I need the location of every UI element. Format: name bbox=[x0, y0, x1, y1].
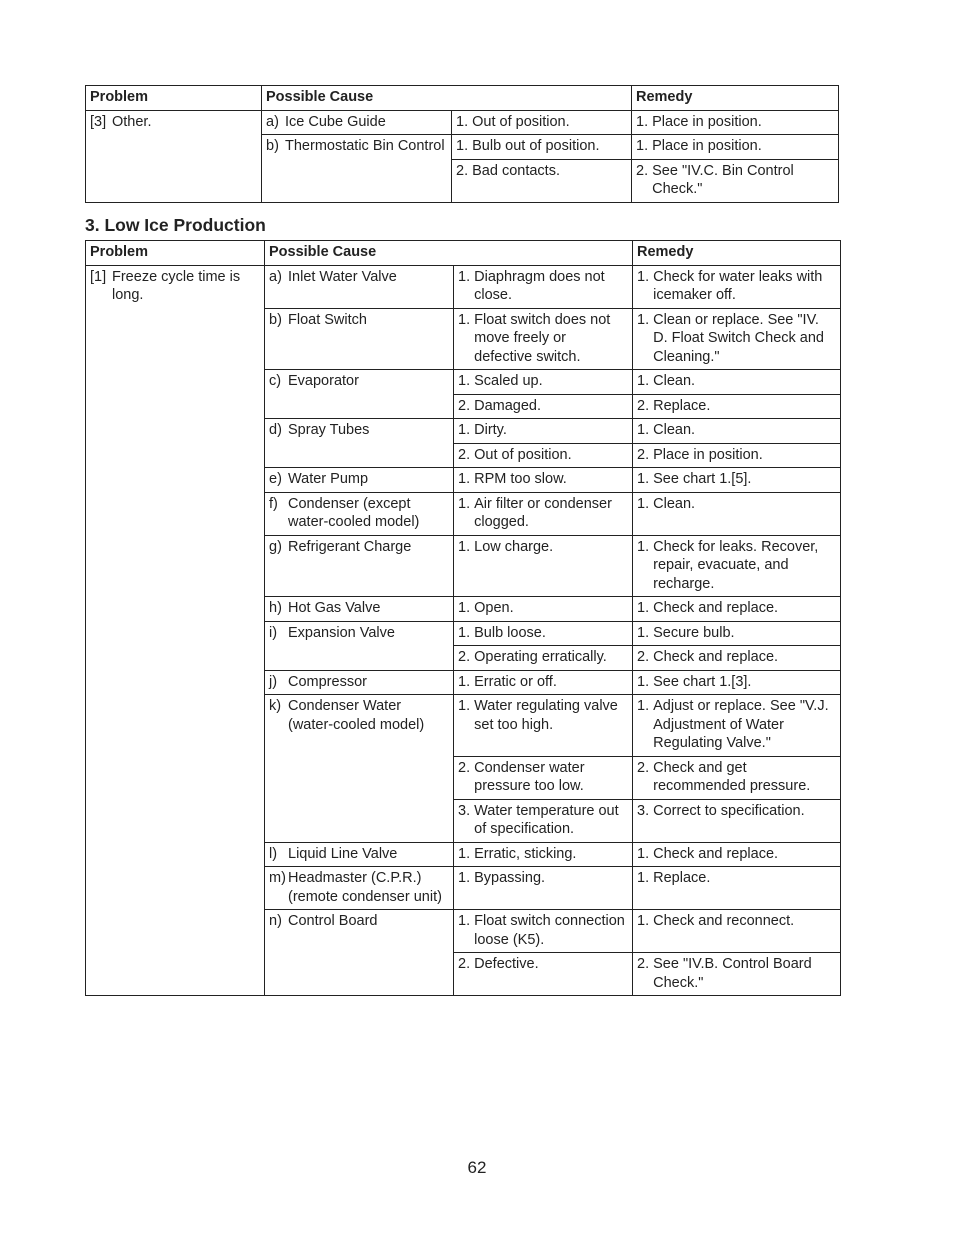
remedy-cell bbox=[632, 159, 839, 202]
cause-detail bbox=[458, 845, 628, 864]
cause-detail-number: 1. bbox=[458, 673, 475, 690]
cause bbox=[269, 311, 449, 330]
remedy-number: 1. bbox=[637, 311, 654, 328]
cause-cell bbox=[262, 135, 452, 203]
cause-detail-number: 2. bbox=[458, 956, 475, 972]
cause-detail bbox=[458, 673, 628, 692]
cause-detail bbox=[458, 397, 628, 416]
remedy-number: 1. bbox=[637, 913, 654, 929]
remedy-text: Check for leaks. Recover, repair, evacuate, and recharge. bbox=[653, 538, 819, 592]
cause-number: m) bbox=[269, 870, 286, 886]
remedy bbox=[637, 802, 836, 821]
remedy-number: 2. bbox=[637, 956, 654, 972]
section-title: 3. Low Ice Production bbox=[85, 215, 266, 235]
cause-text: Expansion Valve bbox=[288, 624, 395, 641]
cause-text: Headmaster (C.P.R.) (remote condenser unit) bbox=[288, 870, 442, 905]
remedy-number: 1. bbox=[637, 698, 654, 714]
cause-detail bbox=[456, 137, 627, 156]
cause-cell bbox=[265, 308, 454, 370]
cause-detail-text: Float switch does not move freely or defective switch. bbox=[474, 311, 611, 365]
remedy-text: Clean. bbox=[653, 422, 696, 438]
remedy-number: 1. bbox=[636, 113, 653, 130]
remedy-text: Check and replace. bbox=[653, 600, 779, 616]
cause-cell bbox=[265, 468, 454, 493]
remedy bbox=[637, 869, 836, 888]
cause-detail-cell bbox=[454, 370, 633, 395]
cause-detail-cell bbox=[454, 597, 633, 622]
cause-detail-cell bbox=[454, 265, 633, 308]
cause bbox=[269, 697, 449, 734]
remedy bbox=[637, 845, 836, 864]
remedy bbox=[637, 673, 836, 692]
remedy bbox=[637, 697, 836, 753]
remedy-cell bbox=[633, 910, 841, 953]
remedy-number: 2. bbox=[637, 649, 654, 665]
cause-detail bbox=[458, 421, 628, 440]
remedy-number: 1. bbox=[637, 538, 654, 555]
cause-detail-text: Bulb loose. bbox=[474, 624, 546, 641]
cause-cell bbox=[265, 419, 454, 468]
cause bbox=[269, 495, 449, 532]
cause-detail-cell bbox=[454, 756, 633, 799]
problem-number: [1] bbox=[90, 268, 107, 285]
cause-detail-cell bbox=[454, 621, 633, 646]
remedy-cell bbox=[633, 597, 841, 622]
cause-number: a) bbox=[269, 268, 282, 285]
remedy bbox=[637, 538, 836, 594]
remedy-number: 1. bbox=[637, 268, 654, 285]
remedy-cell bbox=[633, 756, 841, 799]
remedy-cell bbox=[633, 468, 841, 493]
cause-detail-number: 2. bbox=[458, 649, 475, 665]
remedy-cell bbox=[633, 867, 841, 910]
cause-detail-cell bbox=[454, 443, 633, 468]
remedy-cell bbox=[633, 695, 841, 757]
cause-text: Evaporator bbox=[288, 373, 359, 389]
remedy bbox=[637, 446, 836, 465]
cause-detail-text: Condenser water pressure too low. bbox=[474, 759, 585, 794]
table-other bbox=[85, 85, 839, 203]
cause-detail-text: Water temperature out of specification. bbox=[474, 802, 619, 837]
cause-text: Ice Cube Guide bbox=[285, 113, 386, 130]
cause-detail-text: Defective. bbox=[474, 956, 539, 972]
cause bbox=[269, 372, 449, 391]
remedy-text: Place in position. bbox=[652, 138, 762, 154]
cause bbox=[269, 470, 449, 489]
cause-number: c) bbox=[269, 373, 282, 389]
cause bbox=[269, 538, 449, 557]
remedy bbox=[637, 311, 836, 367]
cause-detail-cell bbox=[454, 867, 633, 910]
cause bbox=[266, 113, 447, 132]
cause-detail-text: Bad contacts. bbox=[472, 162, 560, 179]
cause-detail-cell bbox=[454, 953, 633, 996]
cause-detail-text: Damaged. bbox=[474, 397, 542, 414]
cause-detail bbox=[456, 162, 627, 181]
remedy-cell bbox=[633, 953, 841, 996]
cause-cell bbox=[265, 670, 454, 695]
remedy-number: 1. bbox=[637, 495, 654, 512]
cause-number: k) bbox=[269, 698, 282, 714]
remedy-number: 3. bbox=[637, 802, 654, 819]
cause-detail-cell bbox=[454, 646, 633, 671]
remedy bbox=[637, 421, 836, 440]
table-header-row bbox=[86, 241, 841, 266]
cause-detail-text: Air filter or condenser clogged. bbox=[474, 495, 612, 530]
cause-detail-cell bbox=[454, 468, 633, 493]
cause-text: Hot Gas Valve bbox=[288, 600, 381, 616]
cause-text: Condenser (except water-cooled model) bbox=[288, 495, 420, 530]
cause-detail-number: 1. bbox=[458, 495, 475, 512]
cause-cell bbox=[265, 535, 454, 597]
cause-detail-number: 1. bbox=[458, 600, 475, 616]
cause bbox=[266, 137, 447, 156]
cause-detail bbox=[458, 697, 628, 734]
remedy-text: See chart 1.[3]. bbox=[653, 673, 752, 690]
cause-detail bbox=[458, 802, 628, 839]
cause-number: l) bbox=[269, 845, 278, 862]
remedy-number: 2. bbox=[637, 397, 654, 414]
remedy-number: 2. bbox=[637, 759, 654, 776]
page-number: 62 bbox=[467, 1158, 487, 1177]
cause-detail-number: 1. bbox=[458, 845, 475, 862]
cause-detail bbox=[458, 648, 628, 667]
cause-text: Thermostatic Bin Control bbox=[285, 138, 445, 154]
cause-detail-text: Bulb out of position. bbox=[472, 138, 600, 154]
remedy-text: See chart 1.[5]. bbox=[653, 471, 752, 487]
remedy bbox=[637, 648, 836, 667]
cause-detail-text: Dirty. bbox=[474, 422, 507, 438]
cause bbox=[269, 845, 449, 864]
cause-number: h) bbox=[269, 600, 282, 616]
remedy-cell bbox=[633, 492, 841, 535]
table-row bbox=[86, 110, 839, 135]
cause-detail bbox=[458, 311, 628, 367]
remedy-number: 2. bbox=[637, 446, 654, 463]
cause-cell bbox=[265, 621, 454, 670]
cause-detail-text: Open. bbox=[474, 600, 514, 616]
cause-number: n) bbox=[269, 913, 282, 929]
cause-detail-text: Float switch connection loose (K5). bbox=[474, 913, 625, 948]
cause-text: Inlet Water Valve bbox=[288, 268, 397, 285]
cause-detail-number: 3. bbox=[458, 802, 475, 819]
problem-cell bbox=[86, 265, 265, 996]
cause-detail bbox=[458, 538, 628, 557]
cause-detail-text: Operating erratically. bbox=[474, 649, 607, 665]
cause bbox=[269, 869, 449, 906]
cause-detail-cell bbox=[454, 492, 633, 535]
remedy-text: Clean. bbox=[653, 495, 696, 512]
remedy-text: Place in position. bbox=[652, 113, 762, 130]
cause-detail-text: Low charge. bbox=[474, 538, 554, 555]
remedy-number: 1. bbox=[636, 138, 653, 154]
remedy-text: Replace. bbox=[653, 870, 711, 886]
cause-detail-number: 1. bbox=[458, 624, 475, 641]
cause-cell bbox=[265, 492, 454, 535]
cause-detail-cell bbox=[454, 799, 633, 842]
cause-detail-number: 2. bbox=[456, 162, 473, 179]
cause-detail-cell bbox=[454, 419, 633, 444]
remedy-text: Adjust or replace. See "V.J. Adjustment of Water Regulating Valve." bbox=[653, 698, 829, 751]
cause-detail-number: 1. bbox=[458, 698, 475, 714]
cause-detail-cell bbox=[454, 535, 633, 597]
remedy-number: 1. bbox=[637, 870, 654, 886]
remedy-text: Check and reconnect. bbox=[653, 913, 795, 929]
remedy-number: 1. bbox=[637, 600, 654, 616]
cause-detail-text: Out of position. bbox=[472, 113, 570, 130]
cause-detail-cell bbox=[454, 910, 633, 953]
cause-detail bbox=[458, 955, 628, 974]
cause-cell bbox=[262, 110, 452, 135]
cause-detail-text: Out of position. bbox=[474, 446, 572, 463]
cause bbox=[269, 673, 449, 692]
remedy-cell bbox=[633, 842, 841, 867]
cause-number: j) bbox=[269, 673, 278, 690]
remedy bbox=[637, 268, 836, 305]
remedy-text: Clean. bbox=[653, 373, 696, 389]
cause-detail-number: 1. bbox=[458, 870, 475, 886]
cause-number: f) bbox=[269, 495, 278, 512]
remedy bbox=[636, 162, 834, 199]
remedy bbox=[637, 912, 836, 931]
cause-detail bbox=[458, 446, 628, 465]
cause-number: b) bbox=[266, 138, 279, 154]
cause-detail bbox=[458, 470, 628, 489]
cause-cell bbox=[265, 597, 454, 622]
remedy-number: 1. bbox=[637, 373, 654, 389]
remedy-cell bbox=[632, 110, 839, 135]
remedy-cell bbox=[632, 135, 839, 160]
remedy bbox=[636, 113, 834, 132]
cause-text: Compressor bbox=[288, 673, 367, 690]
cause-detail bbox=[458, 495, 628, 532]
cause bbox=[269, 599, 449, 618]
remedy-cell bbox=[633, 799, 841, 842]
remedy-number: 1. bbox=[637, 624, 654, 641]
problem-cell bbox=[86, 110, 262, 202]
cause-detail-text: Water regulating valve set too high. bbox=[474, 698, 618, 733]
remedy-cell bbox=[633, 308, 841, 370]
cause-cell bbox=[265, 265, 454, 308]
problem-number: [3] bbox=[90, 113, 107, 130]
cause-number: i) bbox=[269, 624, 278, 641]
remedy-text: Correct to specification. bbox=[653, 802, 805, 819]
cause-text: Liquid Line Valve bbox=[288, 845, 398, 862]
remedy bbox=[636, 137, 834, 156]
cause-detail-cell bbox=[454, 394, 633, 419]
remedy-cell bbox=[633, 621, 841, 646]
remedy-number: 2. bbox=[636, 162, 653, 179]
header-problem: Problem bbox=[86, 86, 262, 111]
cause-detail-cell bbox=[452, 135, 632, 160]
remedy-number: 1. bbox=[637, 673, 654, 690]
cause-detail-cell bbox=[454, 695, 633, 757]
cause-text: Refrigerant Charge bbox=[288, 538, 412, 555]
remedy-text: Place in position. bbox=[653, 446, 763, 463]
cause bbox=[269, 421, 449, 440]
header-remedy: Remedy bbox=[632, 86, 839, 111]
cause-detail bbox=[456, 113, 627, 132]
cause-detail-cell bbox=[454, 842, 633, 867]
problem-text: Freeze cycle time is long. bbox=[112, 268, 241, 303]
remedy-cell bbox=[633, 419, 841, 444]
remedy bbox=[637, 495, 836, 514]
cause-detail bbox=[458, 624, 628, 643]
cause-text: Condenser Water (water-cooled model) bbox=[288, 698, 425, 733]
cause-detail-cell bbox=[454, 670, 633, 695]
cause-text: Float Switch bbox=[288, 311, 367, 328]
remedy-cell bbox=[633, 443, 841, 468]
cause-cell bbox=[265, 695, 454, 843]
remedy-text: See "IV.B. Control Board Check." bbox=[653, 956, 812, 991]
cause-detail bbox=[458, 912, 628, 949]
cause-number: g) bbox=[269, 538, 282, 555]
cause-detail-cell bbox=[452, 110, 632, 135]
remedy bbox=[637, 470, 836, 489]
header-possible-cause: Possible Cause bbox=[265, 241, 633, 266]
cause-detail-number: 1. bbox=[456, 138, 473, 154]
header-problem: Problem bbox=[86, 241, 265, 266]
cause-detail-text: Scaled up. bbox=[474, 373, 543, 389]
remedy bbox=[637, 759, 836, 796]
cause-cell bbox=[265, 910, 454, 996]
cause-number: b) bbox=[269, 311, 282, 328]
cause-detail-number: 2. bbox=[458, 446, 475, 463]
remedy-text: Check and get recommended pressure. bbox=[653, 759, 811, 794]
remedy-text: Clean or replace. See "IV. D. Float Switch Check and Cleaning." bbox=[653, 311, 824, 365]
cause-text: Water Pump bbox=[288, 471, 369, 487]
problem bbox=[90, 268, 260, 305]
remedy bbox=[637, 955, 836, 992]
cause-detail-number: 1. bbox=[458, 913, 475, 929]
cause-number: d) bbox=[269, 422, 282, 438]
cause-detail-number: 2. bbox=[458, 397, 475, 414]
cause-detail-text: Erratic or off. bbox=[474, 673, 557, 690]
cause-detail-text: Diaphragm does not close. bbox=[474, 268, 605, 303]
header-remedy: Remedy bbox=[633, 241, 841, 266]
cause-detail-number: 1. bbox=[458, 268, 475, 285]
table-low-ice-production bbox=[85, 240, 841, 996]
remedy-number: 1. bbox=[637, 422, 654, 438]
problem bbox=[90, 113, 257, 132]
cause-detail-text: Bypassing. bbox=[474, 870, 546, 886]
remedy-cell bbox=[633, 535, 841, 597]
cause bbox=[269, 268, 449, 287]
remedy-cell bbox=[633, 646, 841, 671]
cause-detail bbox=[458, 869, 628, 888]
remedy bbox=[637, 624, 836, 643]
cause-cell bbox=[265, 842, 454, 867]
remedy-text: Check and replace. bbox=[653, 845, 779, 862]
table-row bbox=[86, 265, 841, 308]
remedy-number: 1. bbox=[637, 471, 654, 487]
cause-detail-cell bbox=[452, 159, 632, 202]
cause-detail-number: 1. bbox=[458, 311, 475, 328]
remedy-text: Check and replace. bbox=[653, 649, 779, 665]
remedy bbox=[637, 599, 836, 618]
remedy-cell bbox=[633, 394, 841, 419]
cause-detail-text: Erratic, sticking. bbox=[474, 845, 577, 862]
cause-detail-number: 1. bbox=[458, 373, 475, 389]
cause-detail-number: 1. bbox=[456, 113, 473, 130]
table-header-row bbox=[86, 86, 839, 111]
cause-cell bbox=[265, 370, 454, 419]
header-possible-cause: Possible Cause bbox=[262, 86, 632, 111]
remedy-cell bbox=[633, 265, 841, 308]
remedy-text: Check for water leaks with icemaker off. bbox=[653, 268, 823, 303]
remedy bbox=[637, 372, 836, 391]
remedy bbox=[637, 397, 836, 416]
cause-number: e) bbox=[269, 471, 282, 487]
cause-detail bbox=[458, 599, 628, 618]
cause-detail bbox=[458, 759, 628, 796]
cause-cell bbox=[265, 867, 454, 910]
remedy-number: 1. bbox=[637, 845, 654, 862]
cause-detail bbox=[458, 372, 628, 391]
cause-detail-number: 2. bbox=[458, 759, 475, 776]
remedy-text: Secure bulb. bbox=[653, 624, 735, 641]
cause-detail-number: 1. bbox=[458, 471, 475, 487]
cause-detail-cell bbox=[454, 308, 633, 370]
remedy-text: Replace. bbox=[653, 397, 711, 414]
cause bbox=[269, 912, 449, 931]
cause bbox=[269, 624, 449, 643]
remedy-cell bbox=[633, 370, 841, 395]
cause-number: a) bbox=[266, 113, 279, 130]
remedy-text: See "IV.C. Bin Control Check." bbox=[652, 162, 794, 197]
cause-detail-number: 1. bbox=[458, 422, 475, 438]
cause-detail-number: 1. bbox=[458, 538, 475, 555]
cause-text: Spray Tubes bbox=[288, 422, 370, 438]
cause-detail bbox=[458, 268, 628, 305]
cause-detail-text: RPM too slow. bbox=[474, 471, 567, 487]
problem-text: Other. bbox=[112, 113, 152, 130]
remedy-cell bbox=[633, 670, 841, 695]
cause-text: Control Board bbox=[288, 913, 378, 929]
